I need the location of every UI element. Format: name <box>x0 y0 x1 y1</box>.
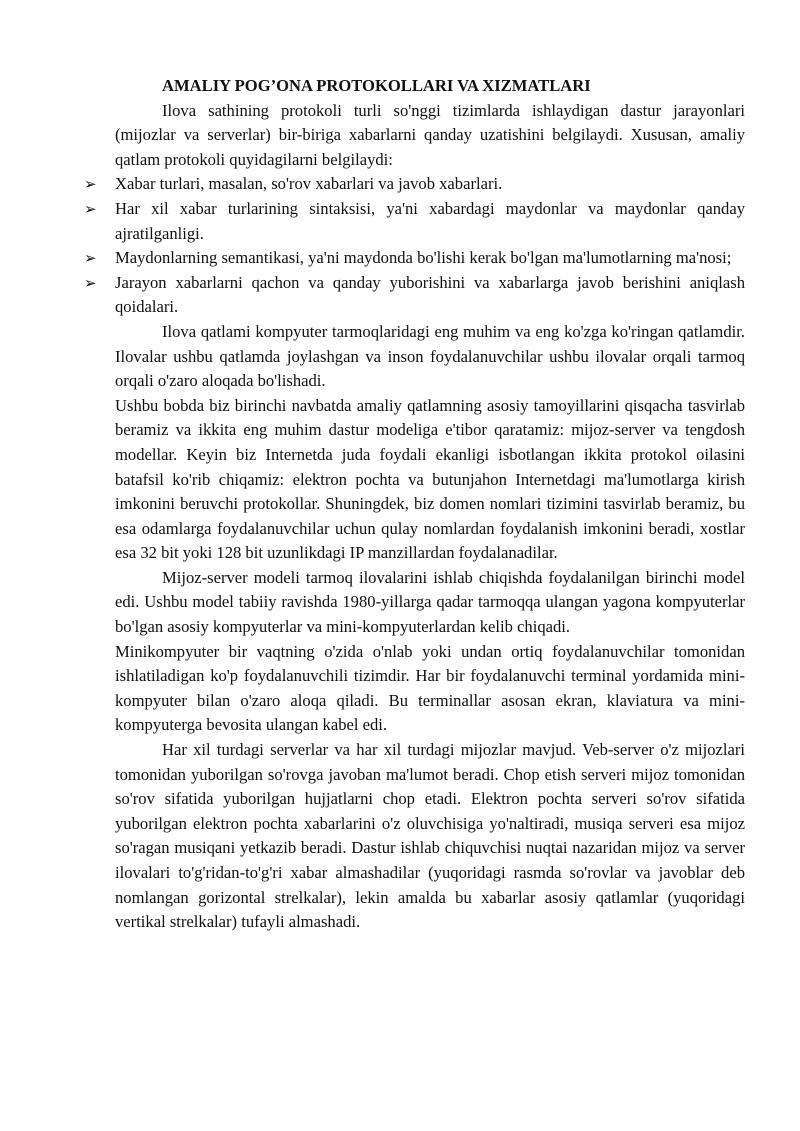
list-item <box>84 197 745 246</box>
list-item <box>84 271 745 320</box>
arrowhead-bullet-icon: ➢ <box>84 199 97 218</box>
bullet-list <box>84 172 745 320</box>
arrowhead-bullet-icon: ➢ <box>84 175 97 194</box>
arrowhead-bullet-icon: ➢ <box>84 273 97 292</box>
body-paragraph-1: Ilova qatlami kompyuter tarmoqlaridagi eng muhim va eng ko'zga ko'ringan qatlamdir. Ilovalar ushbu qatlamda joylashgan va inson foydalanuvchilar ushbu ilovalar orqali tarmoq orqali o'zaro aloqada bo'lishadi. <box>115 321 745 391</box>
body-paragraph-2: Ushbu bobda biz birinchi navbatda amaliy qatlamning asosiy tamoyillarini qisqacha tasvirlab beramiz va ikkita eng muhim dastur modeliga e'tibor qaratamiz: mijoz-server va tengdosh modellar. Keyin biz Internetda juda foydali ekanligi isbotlangan ikkita protokol oilasini batafsil ko'rib chiqamiz: elektron pochta va butunjahon Internetdagi ma'lumotlarga kirish imkonini beruvchi protokollar. Shuningdek, biz domen nomlari tizimini tasvirlab beramiz, bu esa odamlarga foydalanuvchilar uchun qulay nomlardan foydalanish imkonini beradi, xostlar esa 32 bit yoki 128 bit uzunlikdagi IP manzillardan foydalanadilar. <box>115 395 745 563</box>
body-paragraph-5: Har xil turdagi serverlar va har xil turdagi mijozlar mavjud. Veb-server o'z mijozlari tomonidan yuborilgan so'rovga javoban ma'lumot beradi. Chop etish serveri mijoz tomonidan so'rov sifatida yuborilgan hujjatlarni chop etadi. Elektron pochta serveri so'rov sifatida yuborilgan elektron pochta xabarlarini o'z oluvchisiga yo'naltiradi, musiqa serveri esa mijoz so'ragan musiqani yetkazib beradi. Dastur ishlab chiquvchisi nuqtai nazaridan mijoz va server ilovalari to'g'ridan-to'g'ri xabar almashadilar (yuqoridagi rasmda so'rovlar va javoblar deb nomlangan gorizontal strelkalar), lekin amalda bu xabarlar asosiy qatlamlar (yuqoridagi vertikal strelkalar) tufayli almashadi. <box>115 740 745 932</box>
document-page <box>84 74 745 935</box>
list-item-text: Jarayon xabarlarni qachon va qanday yuborishini va xabarlarga javob berishini aniqlash qoidalari. <box>115 272 745 317</box>
list-item-text: Maydonlarning semantikasi, ya'ni maydonda bo'lishi kerak bo'lgan ma'lumotlarning ma'nosi; <box>115 248 732 268</box>
intro-paragraph: Ilova sathining protokoli turli so'nggi tizimlarda ishlaydigan dastur jarayonlari (mijozlar va serverlar) bir-biriga xabarlarni qanday uzatishini belgilaydi. Xususan, amaliy qatlam protokoli quyidagilarni belgilaydi: <box>115 100 745 169</box>
body-paragraph-4: Minikompyuter bir vaqtning o'zida o'nlab yoki undan ortiq foydalanuvchilar tomonidan ishlatiladigan ko'p foydalanuvchili tizimdir. Har bir foydalanuvchi terminal yordamida mini-kompyuter bilan o'zaro aloqa qiladi. Bu terminallar asosan ekran, klaviatura va mini-kompyuterga bevosita ulangan kabel edi. <box>115 641 745 735</box>
list-item-text: Har xil xabar turlarining sintaksisi, ya'ni xabardagi maydonlar va maydonlar qanday ajratilganligi. <box>115 198 745 243</box>
list-item <box>84 246 745 271</box>
list-item-text: Xabar turlari, masalan, so'rov xabarlari va javob xabarlari. <box>115 174 503 194</box>
arrowhead-bullet-icon: ➢ <box>84 249 97 268</box>
list-item <box>84 172 745 197</box>
document-title: AMALIY POG’ONA PROTOKOLLARI VA XIZMATLARI <box>162 76 591 95</box>
body-paragraph-3: Mijoz-server modeli tarmoq ilovalarini ishlab chiqishda foydalanilgan birinchi model edi. Ushbu model tabiiy ravishda 1980-yillarga qadar tarmoqqa ulangan yagona kompyuterlar bo'lgan asosiy kompyuterlar va mini-kompyuterlardan kelib chiqadi. <box>115 567 745 637</box>
